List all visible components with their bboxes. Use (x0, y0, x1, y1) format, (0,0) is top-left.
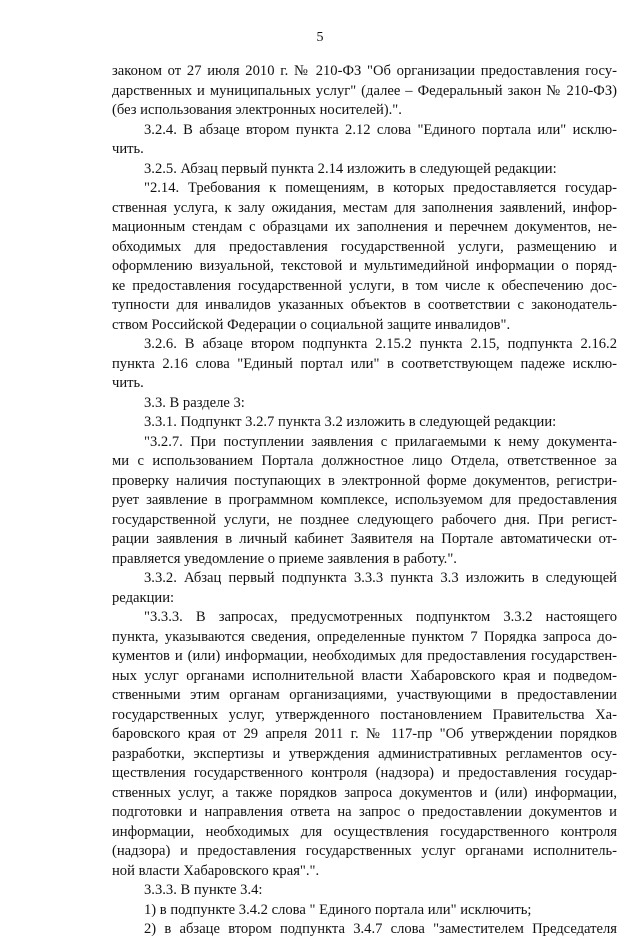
text-line: баровского края от 29 апреля 2011 г. № 117-пр "Об утверждении порядков (112, 726, 617, 742)
text-line: редакции: (112, 589, 175, 606)
text-line: государственных услуг, утвержденного постановлением Правительства Ха- (112, 706, 617, 723)
text-line: оформлению визуальной, текстовой и мультимедийной информации о поряд- (112, 258, 617, 274)
text-line: проверку наличия поступающих в электронной форме документов, регистри- (112, 472, 617, 489)
text-line: чить. (112, 375, 144, 391)
text-line: "2.14. Требования к помещениям, в которых предоставляется государ- (144, 180, 617, 196)
text-line: ной власти Хабаровского края".". (112, 862, 320, 879)
text-line: ке предоставления государственной услуги, в том числе к обеспечению дос- (112, 277, 617, 294)
text-line: тупности для инвалидов указанных объектов в соответствии с законодатель- (112, 297, 617, 313)
text-line: мационным стендам с образцами их заполнения и перечнем документов, не- (112, 219, 617, 235)
text-line: "3.2.7. При поступлении заявления с прилагаемыми к нему документа- (144, 433, 617, 450)
text-line: пункта, указываются сведения, определенные пунктом 7 Порядка запроса до- (112, 628, 617, 645)
text-line: чить. (112, 141, 144, 157)
text-line: ственными этим органам организациями, участвующими в предоставлении (112, 687, 617, 703)
text-line: информации, необходимых для осуществления государственного контроля (112, 823, 617, 840)
text-line: 3.3. В разделе 3: (144, 394, 245, 411)
text-line: (без использования электронных носителей).". (112, 102, 402, 118)
text-line: ственная услуга, к залу ожидания, местам для заполнения заявлений, инфор- (112, 199, 617, 216)
text-line: ственных услуг, а также порядков запроса документов и (или) информации, (112, 784, 617, 801)
text-line: ством Российской Федерации о социальной защите инвалидов". (112, 316, 511, 333)
text-line: обходимых для предоставления государственной услуги, размещению и (112, 238, 617, 255)
text-line: 1) в подпункте 3.4.2 слова " Единого портала или" исключить; (144, 901, 532, 918)
text-line: (надзора) и предоставления государственных услуг органами исполнитель- (112, 843, 617, 859)
text-line: дарственных и муниципальных услуг" (далее – Федеральный закон № 210-ФЗ) (112, 82, 617, 99)
page-number: 5 (316, 30, 324, 45)
text-line: 3.2.5. Абзац первый пункта 2.14 изложить в следующей редакции: (144, 160, 557, 177)
text-line: подготовки и направления ответа на запрос о предоставлении документов и (112, 804, 617, 820)
text-line: рует заявление в программном комплексе, используемом для предоставления (112, 492, 617, 508)
text-line: 3.3.3. В пункте 3.4: (144, 882, 263, 898)
text-line: кументов и (или) информации, необходимых для предоставления государствен- (112, 648, 617, 664)
text-line: ми с использованием Портала должностное лицо Отдела, ответственное за (112, 453, 617, 469)
text-line: разработки, экспертизы и утверждения административных регламентов осу- (112, 745, 617, 762)
text-line: ных услуг органами исполнительной власти Хабаровского края и подведом- (112, 667, 617, 684)
text-line: 3.3.1. Подпункт 3.2.7 пункта 3.2 изложить в следующей редакции: (144, 414, 557, 430)
text-line: правляется уведомление о приеме заявления в работу.". (112, 550, 457, 567)
text-line: пункта 2.16 слова "Единый портал или" в соответствующем падеже исклю- (112, 355, 617, 372)
text-line: "3.3.3. В запросах, предусмотренных подпунктом 3.3.2 настоящего (144, 609, 617, 625)
text-line: 3.2.6. В абзаце втором подпункта 2.15.2 пункта 2.15, подпункта 2.16.2 (144, 336, 617, 352)
document-body (112, 62, 617, 940)
text-line: государственной услуги, не позднее следующего рабочего дня. При регист- (112, 511, 617, 528)
text-line: 3.2.4. В абзаце втором пункта 2.12 слова "Единого портала или" исклю- (144, 121, 617, 138)
text-line: рации заявления в личный кабинет Заявителя на Портале автоматически от- (112, 531, 617, 547)
text-line: ществления государственного контроля (надзора) и предоставления государ- (112, 765, 617, 781)
text-line: законом от 27 июля 2010 г. № 210-ФЗ "Об организации предоставления госу- (112, 63, 617, 79)
text-line: 2) в абзаце втором подпункта 3.4.7 слова "заместителем Председателя (144, 921, 617, 937)
text-line: 3.3.2. Абзац первый подпункта 3.3.3 пункта 3.3 изложить в следующей (144, 570, 617, 586)
